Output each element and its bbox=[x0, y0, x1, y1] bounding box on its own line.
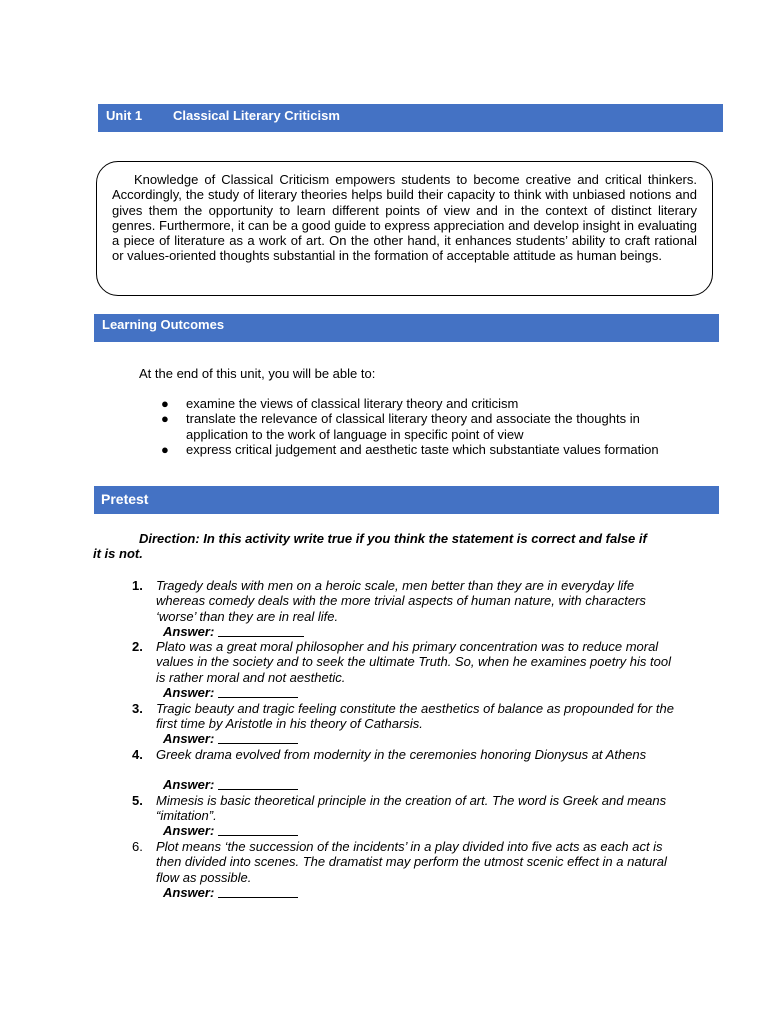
outcomes-lead: At the end of this unit, you will be able to: bbox=[139, 366, 376, 381]
question-number: 6. bbox=[132, 839, 143, 854]
question-number: 3. bbox=[132, 701, 143, 716]
question-text: Plato was a great moral philosopher and his primary concentration was to reduce moral values in the society and to seek the ultimate Truth. So, when he examines poetry his tool is rather moral and not aesthetic. bbox=[156, 639, 671, 685]
question-text: Tragedy deals with men on a heroic scale, men better than they are in everyday life whereas comedy deals with the more trivial aspects of human nature, with characters ‘worse’ than they are in real life. bbox=[156, 578, 646, 624]
intro-paragraph bbox=[112, 172, 697, 264]
pretest-heading: Pretest bbox=[101, 491, 149, 507]
intro-text: Knowledge of Classical Criticism empowers students to become creative and critical thinkers. Accordingly, the study of literary theories helps build their capacity to think with unbiased notions and gives them the opportunity to learn different points of view and in the context of distinct literary genres. Furthermore, it can be a good guide to express appreciation and develop insight in evaluating a piece of literature as a work of art. On the other hand, it enhances students’ ability to craft rational or values-oriented thoughts substantial in the formation of acceptable attitude as human beings. bbox=[112, 172, 697, 264]
answer-line-4[interactable]: Answer: bbox=[163, 777, 298, 792]
question-number: 4. bbox=[132, 747, 143, 762]
unit-number: Unit 1 bbox=[106, 108, 143, 123]
question-number: 5. bbox=[132, 793, 143, 808]
answer-line-1[interactable]: Answer: bbox=[163, 624, 304, 639]
question-number: 1. bbox=[132, 578, 143, 593]
question-text: Mimesis is basic theoretical principle in the creation of art. The word is Greek and means “imitation”. bbox=[156, 793, 667, 824]
learning-outcomes-header bbox=[94, 314, 719, 342]
learning-outcomes-heading: Learning Outcomes bbox=[102, 317, 225, 332]
answer-line-2[interactable]: Answer: bbox=[163, 685, 298, 700]
question-text: Greek drama evolved from modernity in the ceremonies honoring Dionysus at Athens bbox=[156, 747, 647, 762]
list-item: ● translate the relevance of classical literary theory and associate the thoughts in application to the work of language in specific point of view bbox=[161, 411, 640, 442]
pretest-direction: Direction: In this activity write true if you think the statement is correct and false if it is not. bbox=[93, 531, 647, 562]
list-item: ● examine the views of classical literary theory and criticism bbox=[161, 396, 519, 411]
answer-line-6[interactable]: Answer: bbox=[163, 885, 298, 900]
answer-line-3[interactable]: Answer: bbox=[163, 731, 298, 746]
bullet-icon: ● bbox=[161, 441, 169, 457]
unit-title: Classical Literary Criticism bbox=[173, 108, 340, 123]
pretest-header bbox=[94, 486, 719, 514]
bullet-icon: ● bbox=[161, 396, 169, 411]
question-number: 2. bbox=[132, 639, 143, 654]
outcomes-list bbox=[158, 396, 698, 457]
answer-line-5[interactable]: Answer: bbox=[163, 823, 298, 838]
question-text: Tragic beauty and tragic feeling constitute the aesthetics of balance as propounded for the first time by Aristotle in his theory of Catharsis. bbox=[156, 701, 674, 732]
question-text: Plot means ‘the succession of the incidents’ in a play divided into five acts as each act is then divided into scenes. The dramatist may perform the utmost scenic effect in a natural flow as possible. bbox=[156, 839, 667, 885]
unit-header-bar bbox=[98, 104, 723, 132]
bullet-icon: ● bbox=[161, 411, 169, 427]
list-item: ● express critical judgement and aesthetic taste which substantiate values formation bbox=[161, 441, 659, 457]
